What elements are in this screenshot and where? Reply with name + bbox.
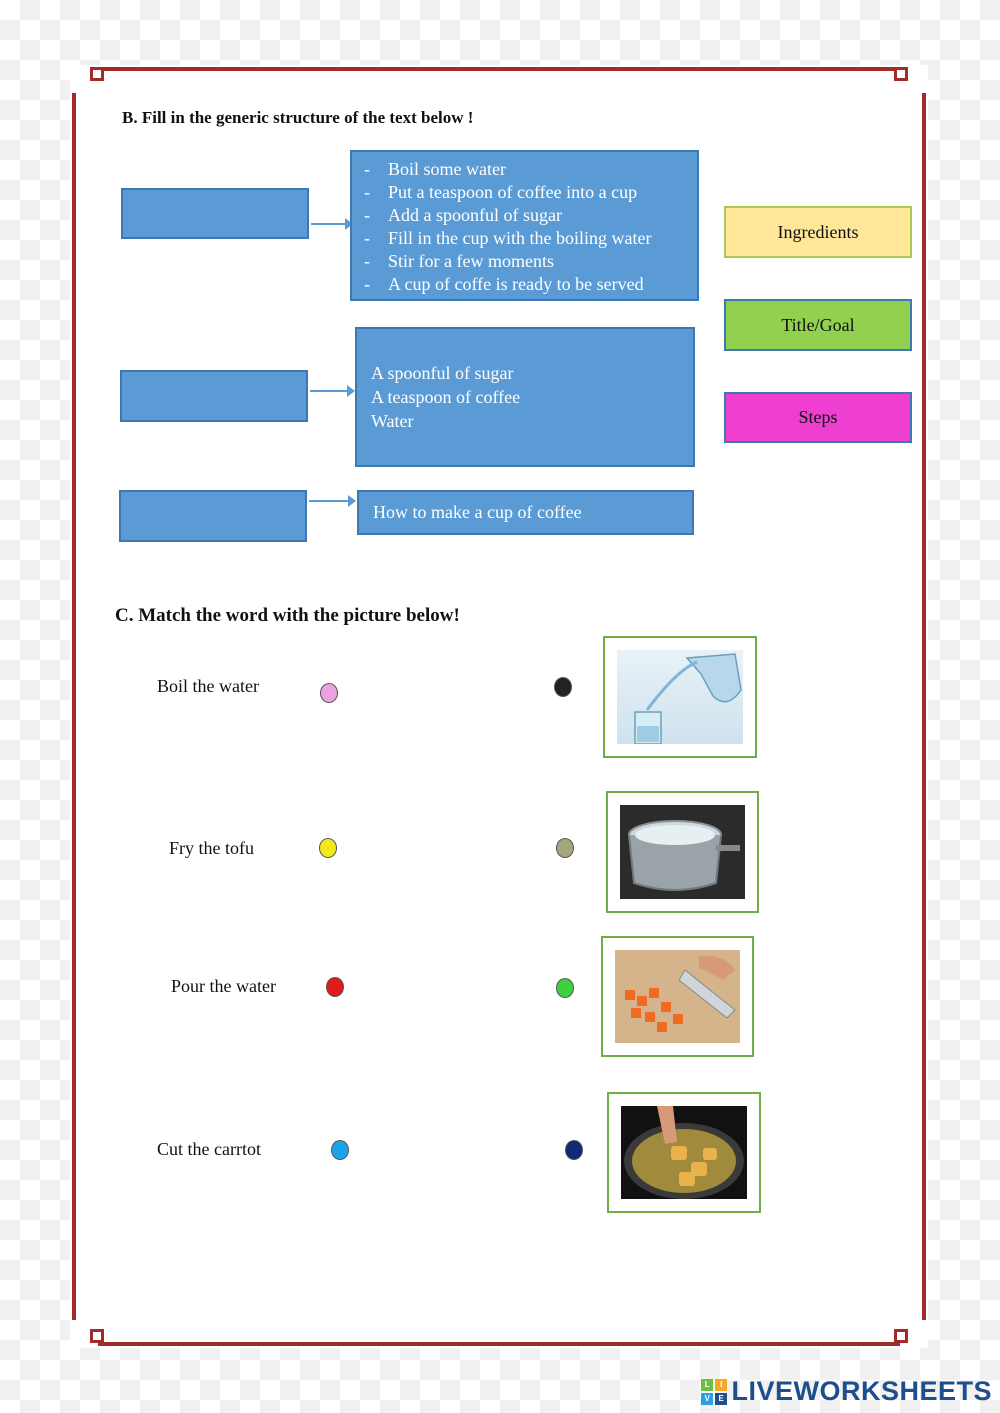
liveworksheets-brand [701,1376,992,1407]
ingredients-box [355,327,695,467]
word-fry-the-tofu: Fry the tofu [169,838,254,858]
frame-top [98,67,900,71]
steps-list [352,152,697,296]
frame-corner-bottom-right [894,1329,908,1343]
picture-frame-1 [603,636,757,758]
arrow-ingredients [310,390,349,392]
option-steps-label: Steps [798,407,838,427]
section-c-heading: C. Match the word with the picture below! [115,605,460,626]
arrow-goal [309,500,350,502]
option-ingredients[interactable] [724,206,912,258]
right-dot-2[interactable] [556,838,574,858]
option-title-goal-label: Title/Goal [781,314,855,335]
brand-name: LIVEWORKSHEETS [731,1376,992,1406]
right-dot-1[interactable] [554,677,572,697]
brand-logo-icon: L I V E [701,1379,727,1405]
step-item: - Add a spoonful of sugar [364,205,562,225]
word-cut-the-carrot: Cut the carrtot [157,1139,261,1159]
picture-frame-2 [606,791,759,913]
picture-frame-4 [607,1092,761,1213]
left-dot-2[interactable] [319,838,337,858]
frame-corner-top-left [90,67,104,81]
option-ingredients-label: Ingredients [777,221,859,242]
section-b-heading: B. Fill in the generic structure of the text below ! [122,108,474,127]
answer-box-steps[interactable] [121,188,309,239]
step-item: - Put a teaspoon of coffee into a cup [364,182,638,202]
frame-left [72,93,76,1320]
ingredient-item: A teaspoon of coffee [371,387,521,407]
answer-box-goal[interactable] [119,490,307,542]
ingredients-list [357,329,693,433]
ingredient-item: Water [371,411,414,431]
chopping-carrot-picture [615,950,740,1043]
frame-right [922,93,926,1320]
answer-box-ingredients[interactable] [120,370,308,422]
step-item: - Boil some water [364,159,506,179]
option-title-goal[interactable] [724,299,912,351]
frame-corner-top-right [894,67,908,81]
step-item: - Stir for a few moments [364,251,554,271]
water-pouring-picture [617,650,743,744]
frame-corner-bottom-left [90,1329,104,1343]
goal-box [357,490,694,535]
left-dot-1[interactable] [320,683,338,703]
ingredient-item: A spoonful of sugar [371,363,514,383]
frying-tofu-picture [621,1106,747,1199]
word-boil-the-water: Boil the water [157,676,259,696]
option-steps[interactable] [724,392,912,443]
goal-text: How to make a cup of coffee [373,502,582,522]
step-item: - Fill in the cup with the boiling water [364,228,652,248]
frame-bottom [98,1342,900,1346]
right-dot-4[interactable] [565,1140,583,1160]
left-dot-3[interactable] [326,977,344,997]
boiling-pot-picture [620,805,745,899]
picture-frame-3 [601,936,754,1057]
right-dot-3[interactable] [556,978,574,998]
word-pour-the-water: Pour the water [171,976,276,996]
arrow-steps [311,223,347,225]
left-dot-4[interactable] [331,1140,349,1160]
steps-box [350,150,699,301]
step-item: - A cup of coffe is ready to be served [364,274,644,294]
